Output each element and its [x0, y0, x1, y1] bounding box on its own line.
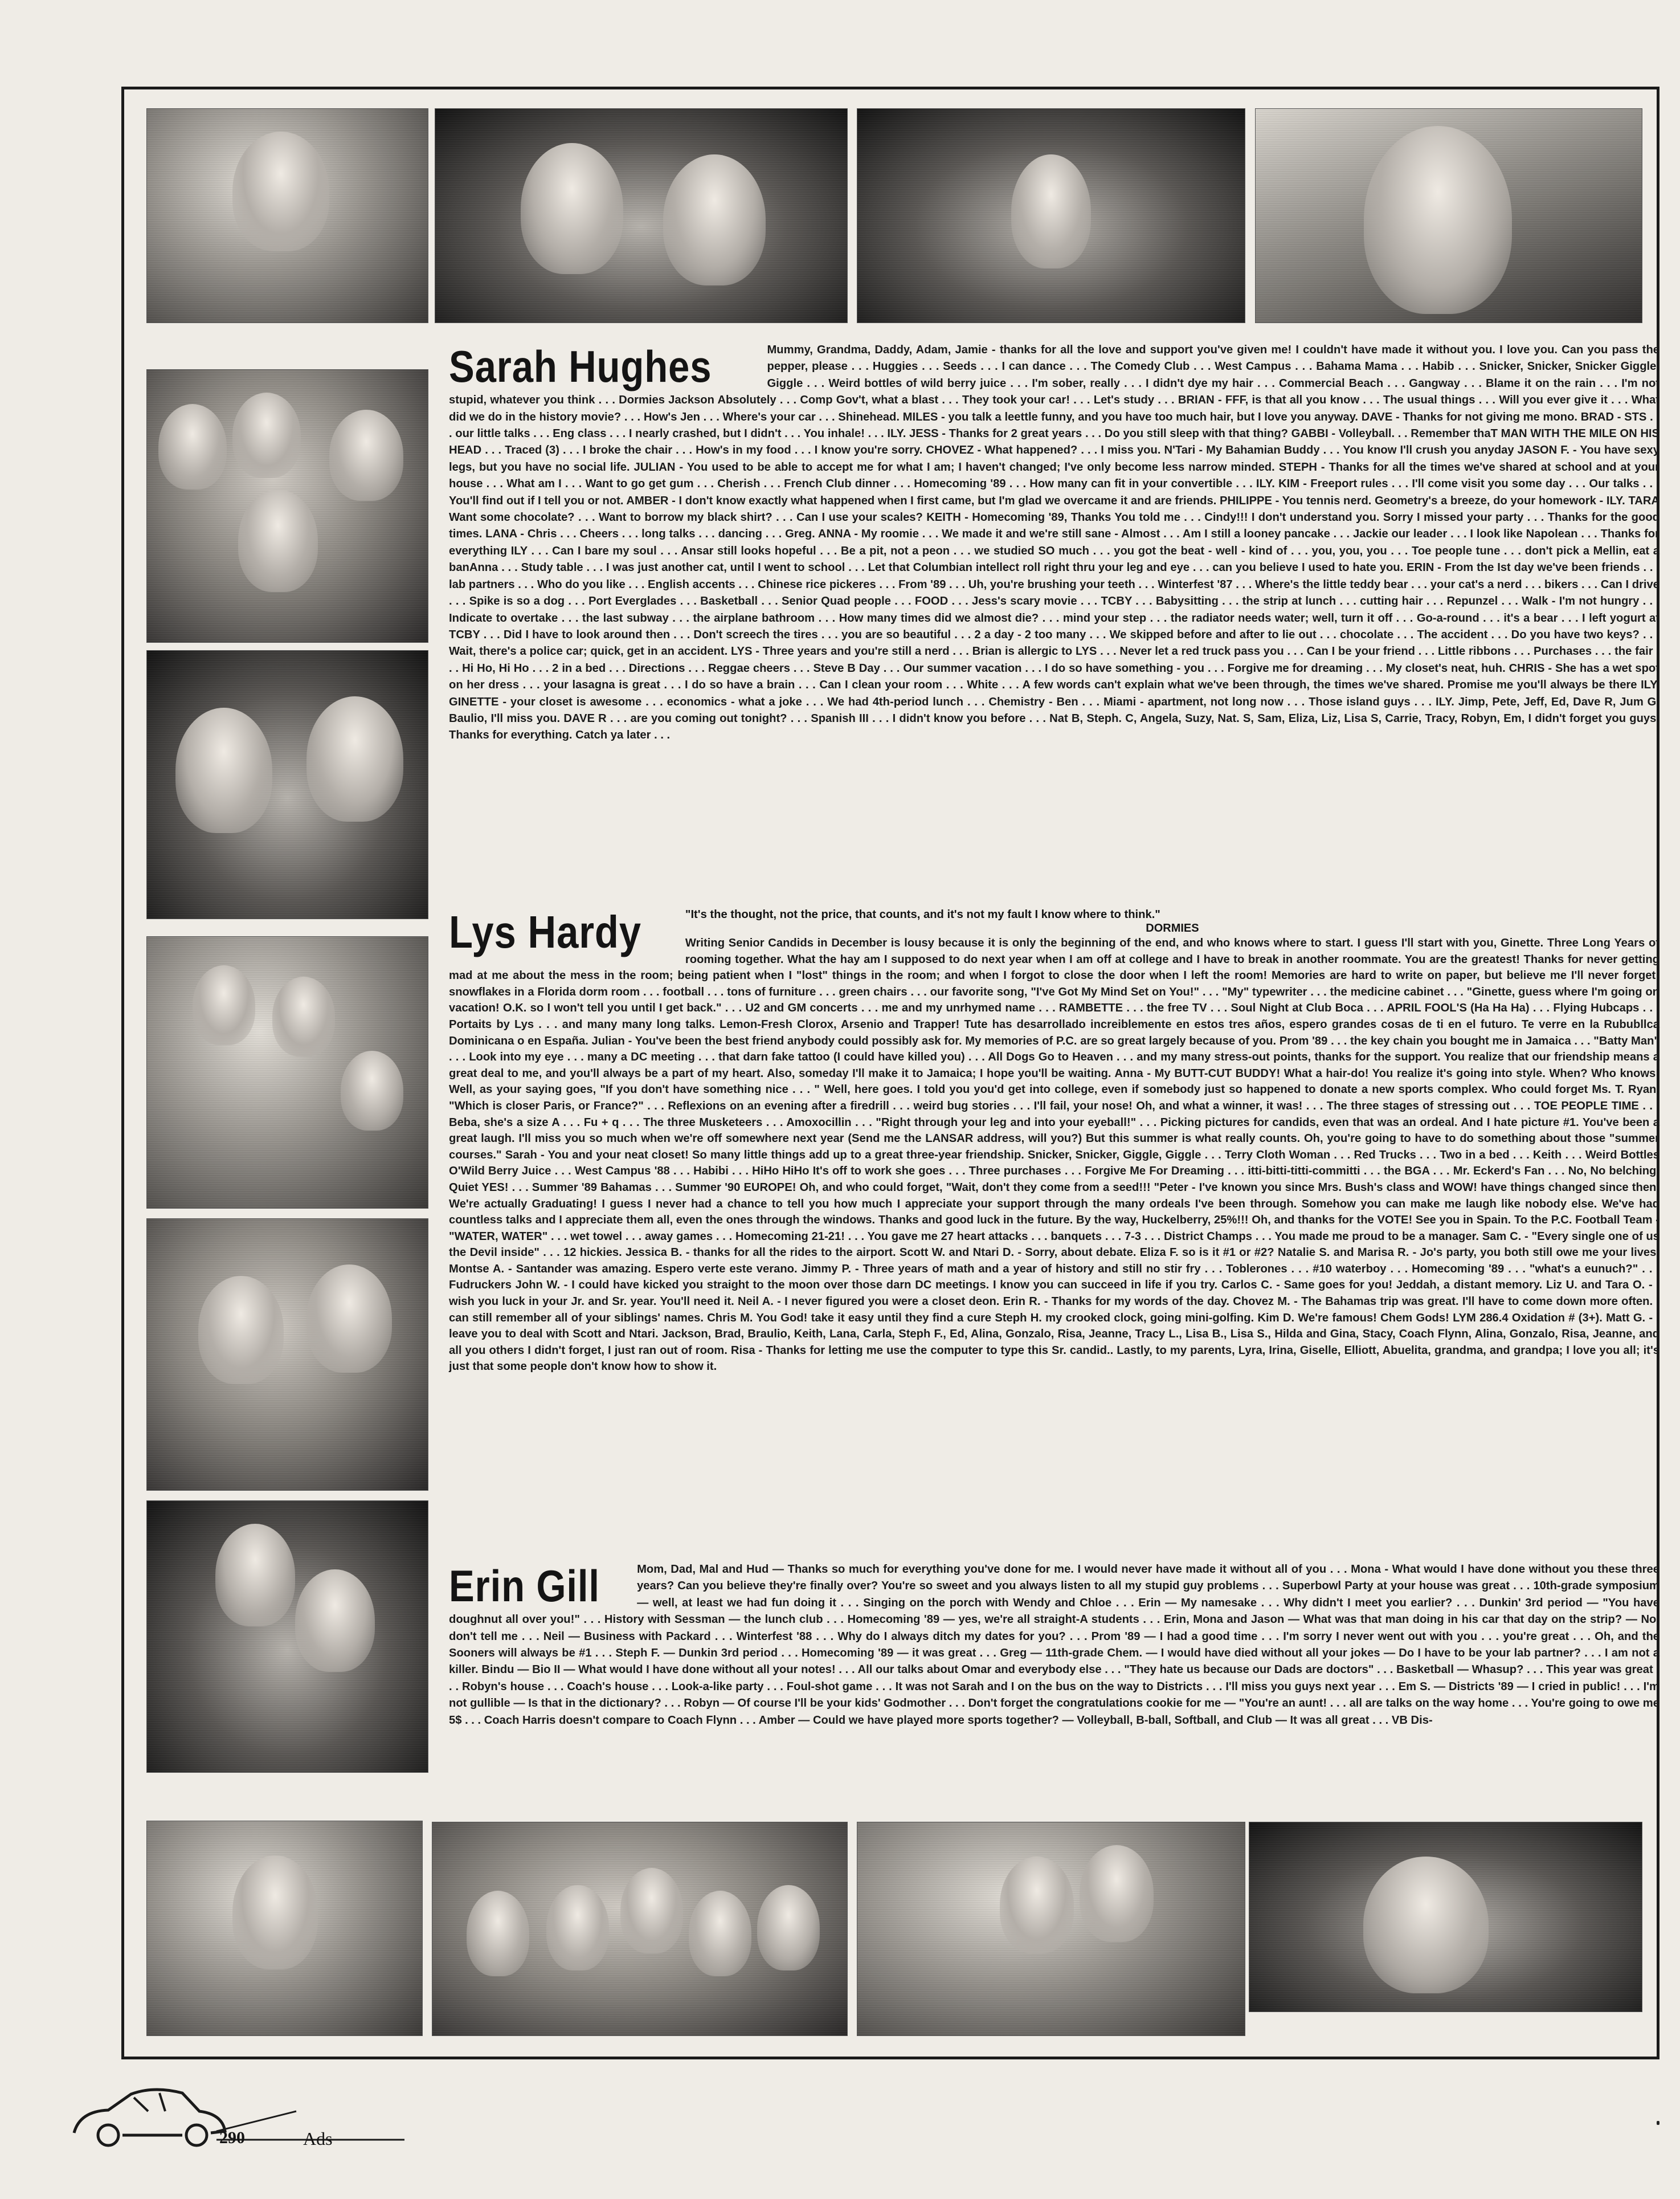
photo-left-3 [146, 936, 428, 1209]
photo-left-4 [146, 1218, 428, 1491]
photo-top-2 [435, 108, 848, 323]
entry-text: Writing Senior Candids in December is lousy because it is only the beginning of the end, and who knows where to start. I guess I'll start with you, Ginette. Three Long Years of rooming together. What the hay am I supposed to do next year when I am off at college and I have to break in another roommate. You are the greatest! Thanks for never getting mad at me about the mess in the room; being patient when I "lost" things in the room; and when I forgot to close the door when I left the room! Memories are hard to write on paper, but believe me I'll never forget: snowflakes in a Florida dorm room . . . football . . . tons of furniture . . . green chairs . . . our favorite song, "I've Got My Mind Set on You!" . . . "My" typewriter . . . the medicine cabinet . . . "Ginette, guess where I'm going on vacation! O.K. so I won't tell you until I get back." . . . U2 and GM concerts . . . me and my unrhymed name . . . RAMBETTE . . . the free TV . . . Soul Night at Club Boca . . . APRIL FOOL'S (Ha Ha Ha) . . . Flying Hubcaps . . . Portaits by Lys . . . and many many long talks. Lemon-Fresh Clorox, Arsenio and Trapper! Tute has desarrollado increiblemente en estos tres años, espero grandes cosas de ti en el futuro. Te verre en la Rububllca Dominicana o en España. Julian - You've been the best friend anybody could possibly ask for. My memories of P.C. are so great largely because of you. Prom '89 . . . the key chain you bought me in Jamaica . . . "Batty Man" . . . Look into my eye . . . many a DC meeting . . . that darn fake tattoo (I could have killed you) . . . All Dogs Go to Heaven . . . and my many stress-out points, thanks for the support. You realize that our friendship means a great deal to me, and you'll always be a part of my heart. Also, someday I'll make it to Jamaica; I hope you'll be waiting. Anna - My BUTT-CUT BUDDY! What a hair-do! You realize it's going into style. When? Who knows! Well, as your saying goes, "If you don't have something nice . . . " Well, here goes. I told you you'd get into college, even if somebody just so happened to donate a new sports complex. Who could forget Ms. T. Ryan, "Which is closer Paris, or France?" . . . Reflexions on an evening after a firedrill . . . weird bug stories . . . I'll fail, your nose! Oh, and what a winner, it was! . . . The three stages of stressing out . . . TOE PEOPLE TIME . . . Beba, she's a size A . . . Fu + q . . . The three Musketeers . . . Amoxocillin . . . "Right through your leg and into your eyeball!" . . . Picking pictures for candids, even that was an ordeal. And I hate picture #1. You've been a great laugh. I'll miss you so much when we're off somewhere next year (Send me the LANSAR address, will you?) But this summer is what really counts. Oh, you're going to have to do something about those "summer courses." Sarah - You and your neat closet! So many little things add up to a great three-year friendship. Snicker, Snicker, Giggle, Giggle . . . Terry Cloth Woman . . . Red Trucks . . . Two in a bed . . . Keith . . . Weird Bottles O'Wild Berry Juice . . . West Campus '88 . . . Habibi . . . HiHo HiHo It's off to work she goes . . . Three purchases . . . Forgive Me For Dreaming . . . itti-bitti-titti-committi . . . the BGA . . . Mr. Eckerd's Fan . . . No, No belching, Quiet YES! . . . Summer '89 Bahamas . . . Summer '90 EUROPE! Oh, and who could forget, "Wait, don't they come from a seed!!! "Peter - I've known you since Mrs. Bush's class and WOW! have things changed since then. We're actually Graduating! I guess I never had a chance to tell you how much I appreciate your support through the many ordeals I've been through. Somehow you can make me laugh like nobody else. We've had countless talks and I appreciate them all, even the ones through the windows. Thanks and good luck in the future. By the way, Huckelberry, 25%!!! Oh, and thanks for the VOTE! See you in Spain. To the P.C. Football Team - "WATER, WATER" . . . wet towel . . . away games . . . Homecoming 21-21! . . . You gave me 27 heart attacks . . . banquets . . . 7-3 . . . District Champs . . . You made me proud to be a manager. Sam C. - "Every single one of us the Devil inside" . . . 12 hickies. Jessica B. - thanks for all the rides to the airport. Scott W. and Ntari D. - Sorry, about debate. Eliza F. so is it #1 or #2? Natalie S. and Marisa R. - Jo's party, you both still owe me your lives. Montse A. - Santander was amazing. Espero verte este verano. Jimmy P. - Three years of math and a year of history and still no stir fry . . . Toblerones . . . #10 waterboy . . . Homecoming '89 . . . "what's a eunuch?" . . . Fudruckers John W. - I could have kicked you straight to the moon over those darn DC meetings. I know you can succeed in life if you try. Carlos C. - Same goes for you! Jeddah, a distant memory. Liz U. and Tara O. - I wish you luck in your Jr. and Sr. year. You'll need it. Neil A. - I never figured you were a closet deon. Erin R. - Thanks for my words of the day. Chovez M. - The Bahamas trip was great. I'll have to come down more often. I can still remember all of your siblings' names. Chris M. You God! take it easy until they find a cure Steph H. my crooked clock, going mini-golfing. Kim D. We're famous! Chem Gods! LYM 286.4 Oxidation # (3+). Matt G. - I leave you to deal with Scott and Ntari. Jackson, Brad, Braulio, Keith, Lana, Carla, Steph F., Ed, Alina, Gonzalo, Risa, Jeanne, Tracy L., Lisa B., Lisa S., Hilda and Gina, Stacy, Coach Flynn, Alina, Gonzalo, Risa, Jeanne, and all you others I didn't forget, I just ran out of room. Risa - Thanks for letting me use the computer to type this Sr. candid.. Lastly, to my parents, Lyra, Irina, Giselle, Elliott, Abuelita, grandma, and grandpa; I love you all; it's just that some people don't know how to show it. [449, 937, 1659, 1373]
page-footer [68, 2066, 410, 2151]
entry-sarah-hughes [449, 342, 1659, 744]
section-label: Ads [303, 2128, 333, 2149]
photo-bottom-1 [146, 1821, 423, 2036]
entry-lys-hardy [449, 907, 1659, 1375]
print-speck [1657, 2121, 1659, 2125]
photo-bottom-2 [432, 1822, 848, 2036]
entry-name: Lys Hardy [449, 907, 641, 957]
entry-quote-attribution: DORMIES [1146, 922, 1199, 935]
entry-text: Mummy, Grandma, Daddy, Adam, Jamie - thanks for all the love and support you've given me! I couldn't have made it without you. I love you. Can you pass the pepper, please . . . Huggies . . . Seeds . . . I can dance . . . The Comedy Club . . . West Campus . . . Bahama Mama . . . Habib . . . Snicker, Snicker, Snicker Giggle, Giggle . . . Weird bottles of wild berry juice . . . I'm sober, really . . . I didn't dye my hair . . . Commercial Beach . . . Gangway . . . Blame it on the rain . . . I'm not stupid, whatever you think . . . Dormies Jackson Absolutely . . . Comp Gov't, what a blast . . . They took your car! . . . Let's study . . . BRIAN - FFF, is that all you know . . . The usual things . . . Will you ever give it . . . What did we do in the history movie? . . . How's Jen . . . Where's your car . . . Shinehead. MILES - you talk a leettle funny, and you have too much hair, but I love you anyway. DAVE - Thanks for not giving me mono. BRAD - STS . . . our little talks . . . Eng class . . . I nearly crashed, but I didn't . . . You inhale! . . . ILY. JESS - Thanks for 2 great years . . . Do you still sleep with that thing? GABBI - Volleyball. . . Remember thaT MAN WITH THE MILE ON HIS HEAD . . . Traced (3) . . . I broke the chair . . . How's in my food . . . I know you're sorry. CHOVEZ - What happened? . . . I miss you. N'Tari - My Bahamian Buddy . . . You know I'll crush you anyday JASON F. - You have sexy legs, but you have no social life. JULIAN - You used to be able to accept me for what I am; I haven't changed; I've only become less narrow minded. STEPH - Thanks for all the times we've shared at school and at your house . . . What am I . . . Want to go get gum . . . Cherish . . . French Club dinner . . . Homecoming '89 . . . How many can fit in your convertible . . . ILY. KIM - Freeport rules . . . I'll come visit you some day . . . Our talks . . . You'll find out if I tell you or not. AMBER - I don't know exactly what happened when I first came, but I'm glad we overcame it and are friends. PHILIPPE - You tennis nerd. Geometry's a breeze, do your homework - ILY. TARA Want some chocolate? . . . Want to borrow my black shirt? . . . Can I use your scales? KEITH - Homecoming '89, Thanks You told me . . . Cindy!!! I don't understand you. Sorry I missed your party . . . Thanks for the good times. LANA - Chris . . . Cheers . . . long talks . . . dancing . . . Greg. ANNA - My roomie . . . We made it and we're still sane - Almost . . . Am I still a looney pancake . . . Jackie our leader . . . I look like Napolean . . . Thanks for everything ILY . . . Can I bare my soul . . . Ansar still looks hopeful . . . Be a pit, not a peon . . . we studied SO much . . . you got the beat - well - kind of . . . you, you, you . . . Toe people tune . . . don't pick a Mellin, eat a banAnna . . . Study table . . . I was just another cat, until I went to school . . . Let that Columbian intellect roll right thru your leg and eye . . . can you believe I used to hate you. ERIN - From the Ist day we've been friends . . . lab partners . . . Who do you like . . . English accents . . . Chinese rice pickeres . . . From '89 . . . Uh, you're brushing your teeth . . . Winterfest '87 . . . Where's the little teddy bear . . . your cat's a nerd . . . bikers . . . Can I drive . . . Spike is so a dog . . . Port Everglades . . . Basketball . . . Senior Quad people . . . FOOD . . . Jess's scary movie . . . TCBY . . . Babysitting . . . the strip at lunch . . . cutting hair . . . Repunzel . . . Walk - I'm not hungry . . . Indicate to overtake . . . the last subway . . . the airplane bathroom . . . How many times did we almost die? . . . mind your step . . . the radiator needs water; well, turn it off . . . Go-a-round . . . it's a bear . . . I left yogurt at TCBY . . . Did I have to look around then . . . Don't screech the tires . . . you are so beautiful . . . 2 a day - 2 too many . . . We skipped before and after to lie out . . . chocolate . . . The accident . . . Do you have two keys? . . . Wait, there's a police car; quick, get in an accident. LYS - Three years and you're still a nerd . . . Brian is allergic to LYS . . . Never let a red truck pass you . . . Can I be your friend . . . Little ribbons . . . Purchases . . . the fair . . . Hi Ho, Hi Ho . . . 2 in a bed . . . Directions . . . Reggae cheers . . . Steve B Day . . . Our summer vacation . . . I do so have something - you . . . Forgive me for dreaming . . . My closet's neat, huh. CHRIS - She has a wet spot on her dress . . . your lasagna is great . . . I do so have a brain . . . Can I clean your room . . . White . . . A few words can't explain what we've been through, the times we've shared. Promise me you'll always be there ILY. GINETTE - your closet is awesome . . . economics - what a joke . . . We had 4th-period lunch . . . Chemistry - Ben . . . Miami - apartment, not long now . . . Those island guys . . . ILY. Jimp, Pete, Jeff, Ed, Dave R, Jum G. Baulio, I'll miss you. DAVE R . . . are you coming out tonight? . . . Spanish III . . . I didn't know you before . . . Nat B, Steph. C, Angela, Suzy, Nat. S, Sam, Eliza, Liz, Lisa S, Carrie, Tracy, Robyn, Em, I didn't forget you guys. Thanks for everything. Catch ya later . . . [449, 344, 1659, 742]
page-number: 290 [219, 2128, 245, 2147]
entry-text: Mom, Dad, Mal and Hud — Thanks so much for everything you've done for me. I would never have made it without all of you . . . Mona - What would I have done without you these three years? Can you believe they're finally over? You're so sweet and you always listen to all my stupid guy problems . . . Superbowl Party at your house was great . . . 10th-grade symposium — well, at least we had fun doing it . . . Singing on the porch with Wendy and Chloe . . . Erin — My namesake . . . Why didn't I meet you earlier? . . . Dunkin' 3rd period — "You have doughnut all over you!" . . . History with Sessman — the lunch club . . . Homecoming '89 — yes, we're all straight-A students . . . Erin, Mona and Jason — What was that man doing in his car that day on the strip? — No, don't tell me . . . Neil — Business with Packard . . . Winterfest '88 . . . Why do I always ditch my dates for you? . . . Prom '89 — I had a good time . . . I'm sorry I never went out with you . . . you're great . . . Oh, and the Sooners will always be #1 . . . Steph F. — Dunkin 3rd period . . . Homecoming '89 — it was great . . . Greg — 11th-grade Chem. — I would have died without all your jokes — Do I have to be your lab partner? . . . I am not a killer. Bindu — Bio II — What would I have done without all your notes! . . . All our talks about Omar and everybody else . . . "They hate us because our Dads are doctors" . . . Basketball — Whasup? . . . This year was great . . . Robyn's house . . . Coach's house . . . Look-a-like party . . . Foul-shot game . . . It was not Sarah and I on the bus on the way to Districts . . . I'll miss you guys next year . . . Em S. — Districts '89 — I cried in public! . . . I'm not gullible — Is that in the dictionary? . . . Robyn — Of course I'll be your kids' Godmother . . . Don't forget the congratulations cookie for me — "You're an aunt! . . . all are talks on the way home . . . You're going to owe me 5$ . . . Coach Harris doesn't compare to Coach Flynn . . . Amber — Could we have played more sports together? — Volleyball, B-ball, Softball, and Club — It was all great . . . VB Dis- [449, 1563, 1659, 1727]
photo-left-1 [146, 369, 428, 643]
photo-bottom-4 [1249, 1822, 1642, 2012]
photo-bottom-3 [857, 1822, 1245, 2036]
photo-top-1 [146, 108, 428, 323]
photo-left-5 [146, 1500, 428, 1773]
entry-erin-gill [449, 1561, 1659, 1729]
entry-name: Erin Gill [449, 1561, 600, 1611]
photo-top-3 [857, 108, 1245, 323]
entry-quote: "It's the thought, not the price, that counts, and it's not my fault I know where to think." [685, 908, 1160, 921]
photo-top-4 [1255, 108, 1642, 323]
entry-name: Sarah Hughes [449, 341, 712, 391]
photo-left-2 [146, 650, 428, 919]
